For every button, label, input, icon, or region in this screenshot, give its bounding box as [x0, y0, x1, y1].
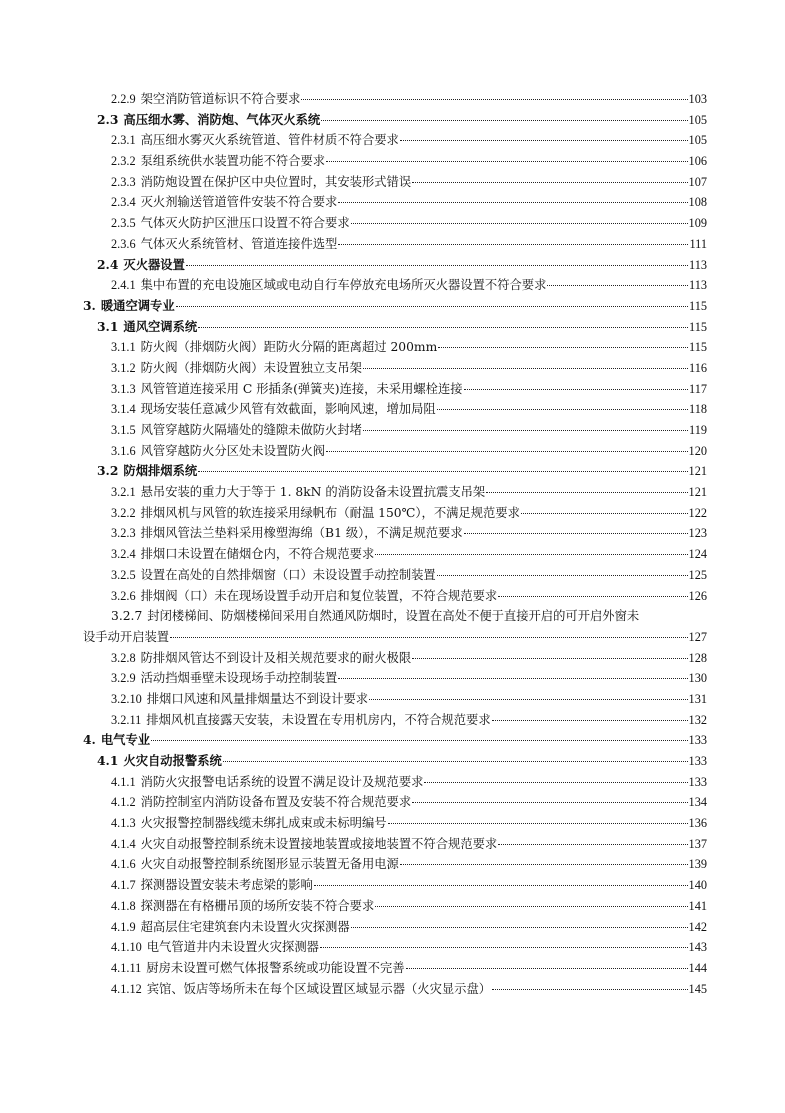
toc-entry[interactable] [83, 399, 707, 420]
toc-entry[interactable] [83, 689, 707, 710]
toc-entry-number: 3.2.4 [111, 547, 136, 562]
toc-entry-number: 3. [83, 297, 96, 313]
toc-entry-title: 宾馆、饭店等场所未在每个区域设置区域显示器（火灾显示盘） [146, 981, 492, 996]
toc-dot-leader [412, 182, 687, 183]
toc-dot-leader [320, 947, 688, 948]
toc-page-number: 113 [689, 257, 707, 272]
toc-page-number: 106 [688, 154, 707, 169]
toc-page-number: 136 [688, 816, 707, 831]
toc-dot-leader [186, 265, 688, 266]
toc-entry[interactable] [83, 130, 707, 151]
toc-entry-number: 2.3.1 [111, 133, 136, 148]
toc-entry-title: 电气管道井内未设置火灾探测器 [146, 940, 319, 955]
toc-entry-title: 悬吊安装的重力大于等于 1. 8kN 的消防设备未设置抗震支吊架 [140, 485, 486, 500]
toc-dot-leader [351, 927, 688, 928]
toc-page-number: 139 [688, 857, 707, 872]
toc-entry[interactable] [83, 648, 707, 669]
toc-dot-leader [369, 699, 687, 700]
toc-dot-leader [400, 864, 688, 865]
toc-entry-continuation[interactable] [83, 627, 707, 648]
toc-dot-leader [498, 596, 687, 597]
toc-entry-number: 4.1.1 [111, 774, 136, 789]
toc-dot-leader [363, 368, 688, 369]
toc-entry-title: 风管穿越防火分区处未设置防火阀 [140, 443, 326, 458]
toc-entry-title: 防烟排烟系统 [123, 463, 198, 479]
toc-page-number: 118 [689, 402, 707, 417]
toc-page-number: 130 [688, 671, 707, 686]
toc-entry-title: 防火阀（排烟防火阀）未设置独立支吊架 [140, 360, 362, 375]
toc-entry[interactable] [83, 668, 707, 689]
toc-dot-leader [437, 575, 688, 576]
toc-entry-title: 排烟风机直接露天安装，未设置在专用机房内，不符合规范要求 [146, 712, 491, 727]
toc-entry-number: 3.2.11 [111, 712, 142, 727]
toc-entry-number: 4.1.7 [111, 878, 136, 893]
toc-entry-title: 灭火器设置 [123, 256, 185, 272]
toc-dot-leader [223, 761, 688, 762]
toc-entry[interactable] [83, 151, 707, 172]
toc-entry[interactable] [83, 255, 707, 276]
toc-entry[interactable] [83, 172, 707, 193]
toc-entry-title: 集中布置的充电设施区域或电动自行车停放充电场所灭火器设置不符合要求 [140, 278, 547, 293]
toc-page-number: 143 [688, 940, 707, 955]
toc-dot-leader [438, 347, 688, 348]
toc-page-number: 103 [688, 92, 707, 106]
toc-entry-title: 火灾报警控制器线缆未绑扎成束或未标明编号 [140, 816, 387, 831]
toc-page-number: 121 [688, 464, 707, 479]
toc-entry-title: 排烟口未设置在储烟仓内，不符合规范要求 [140, 547, 375, 562]
toc-entry-title-continued: 设手动开启装置 [83, 629, 170, 644]
toc-dot-leader [498, 844, 687, 845]
toc-entry-title: 超高层住宅建筑套内未设置火灾探测器 [140, 919, 350, 934]
toc-entry-number: 3.1.4 [111, 402, 136, 417]
toc-page-number: 108 [688, 195, 707, 210]
toc-entry[interactable] [83, 503, 707, 524]
toc-page-number: 111 [689, 236, 707, 251]
toc-page-number: 120 [688, 443, 707, 458]
toc-entry-title: 探测器在有格栅吊顶的场所安装不符合要求 [140, 898, 375, 913]
toc-page-number: 134 [688, 795, 707, 810]
toc-entry-number: 2.3.5 [111, 216, 136, 231]
toc-entry[interactable] [83, 275, 707, 296]
toc-entry[interactable] [83, 192, 707, 213]
toc-entry-number: 2.4 [97, 256, 119, 272]
toc-entry[interactable] [83, 461, 707, 482]
toc-entry-number: 3.2.2 [111, 505, 136, 520]
toc-entry[interactable] [83, 420, 707, 441]
toc-entry-title: 排烟风机与风管的软连接采用绿帆布（耐温 150℃），不满足规范要求 [140, 505, 520, 520]
toc-entry-number: 3.1.2 [111, 360, 136, 375]
toc-entry-number: 2.4.1 [111, 278, 136, 293]
toc-entry[interactable] [83, 586, 707, 607]
toc-entry[interactable] [83, 544, 707, 565]
toc-dot-leader [375, 554, 687, 555]
toc-dot-leader [492, 720, 688, 721]
toc-entry-title: 气体灭火系统管材、管道连接件选型 [140, 236, 338, 251]
toc-dot-leader [375, 906, 687, 907]
toc-entry-number: 3.2.9 [111, 671, 136, 686]
toc-entry-title: 火灾自动报警系统 [123, 753, 222, 768]
toc-entry[interactable] [83, 792, 707, 813]
toc-entry-number: 2.3.6 [111, 236, 136, 251]
toc-entry-title: 火灾自动报警控制系统图形显示装置无备用电源 [140, 857, 399, 872]
toc-dot-leader [464, 389, 688, 390]
toc-entry-title: 封闭楼梯间、防烟楼梯间采用自然通风防烟时，设置在高处不便于直接开启的可开启外窗未 [147, 609, 640, 624]
toc-entry-title: 电气专业 [100, 732, 151, 748]
toc-page-number: 131 [688, 691, 707, 706]
toc-entry-number: 4.1.3 [111, 816, 136, 831]
toc-dot-leader [170, 637, 687, 638]
toc-page-number: 116 [689, 360, 707, 375]
toc-entry[interactable] [83, 958, 707, 979]
toc-dot-leader [486, 492, 687, 493]
toc-page-number: 107 [688, 174, 707, 189]
toc-entry-number: 3.1 [97, 318, 119, 334]
toc-page-number: 133 [688, 754, 707, 768]
toc-entry-title: 活动挡烟垂壁未设现场手动控制装置 [140, 671, 338, 686]
toc-dot-leader [492, 989, 687, 990]
toc-entry-number: 2.3.2 [111, 154, 136, 169]
toc-page-number: 115 [689, 319, 707, 334]
toc-entry[interactable] [83, 875, 707, 896]
toc-entry-title: 架空消防管道标识不符合要求 [140, 92, 301, 106]
toc-entry-number: 2.3 [97, 111, 119, 127]
toc-entry-title: 防火阀（排烟防火阀）距防火分隔的距离超过 200mm [140, 340, 438, 355]
toc-page-number: 140 [688, 878, 707, 893]
toc-dot-leader [400, 140, 688, 141]
toc-entry[interactable] [83, 710, 707, 731]
toc-entry-number: 3.2.10 [111, 691, 142, 706]
toc-entry-number: 3.2.3 [111, 526, 136, 541]
toc-page-number: 125 [688, 567, 707, 582]
toc-entry[interactable] [83, 834, 707, 855]
toc-dot-leader [406, 968, 688, 969]
toc-entry[interactable] [83, 751, 707, 772]
toc-entry-number: 4.1.6 [111, 857, 136, 872]
toc-entry-title: 排烟阀（口）未在现场设置手动开启和复位装置，不符合规范要求 [140, 588, 498, 603]
toc-page-number: 109 [688, 216, 707, 231]
table-of-contents [83, 89, 707, 999]
toc-entry-number: 4.1 [97, 753, 119, 768]
toc-dot-leader [314, 885, 688, 886]
toc-entry[interactable] [83, 337, 707, 358]
toc-entry-number: 3.2.5 [111, 567, 136, 582]
toc-entry-title: 防排烟风管达不到设计及相关规范要求的耐火极限 [140, 650, 412, 665]
toc-entry-number: 4.1.10 [111, 940, 142, 955]
toc-page-number: 126 [688, 588, 707, 603]
toc-dot-leader [412, 658, 687, 659]
toc-page-number: 115 [689, 340, 707, 355]
toc-entry[interactable] [83, 896, 707, 917]
toc-page-number: 122 [688, 505, 707, 520]
toc-entry-number: 4. [83, 732, 96, 748]
toc-entry[interactable] [83, 813, 707, 834]
toc-page-number: 115 [689, 298, 707, 313]
toc-entry-title: 暖通空调专业 [100, 297, 175, 313]
toc-dot-leader [388, 823, 688, 824]
toc-entry-number: 3.1.3 [111, 381, 136, 396]
toc-entry-number: 4.1.11 [111, 960, 142, 975]
toc-entry-title: 火灾自动报警控制系统未设置接地装置或接地装置不符合规范要求 [140, 836, 498, 851]
toc-entry-title: 厨房未设置可燃气体报警系统或功能设置不完善 [146, 960, 405, 975]
toc-entry[interactable] [83, 441, 707, 462]
toc-entry-title: 风管穿越防火隔墙处的缝隙未做防火封堵 [140, 423, 362, 437]
toc-entry-title: 风管管道连接采用 C 形插条(弹簧夹)连接，未采用螺栓连接 [140, 381, 463, 396]
toc-dot-leader [326, 451, 687, 452]
toc-page-number: 128 [688, 650, 707, 665]
toc-entry[interactable] [83, 937, 707, 958]
toc-page-number: 133 [688, 774, 707, 789]
toc-entry-number: 3.2.1 [111, 485, 136, 500]
toc-dot-leader [338, 244, 688, 245]
toc-entry[interactable] [83, 772, 707, 793]
toc-page-number: 121 [688, 485, 707, 500]
toc-entry-title: 消防火灾报警电话系统的设置不满足设计及规范要求 [140, 774, 424, 789]
toc-entry-title: 现场安装任意减少风管有效截面，影响风速，增加局阻 [140, 402, 436, 417]
toc-entry[interactable] [83, 213, 707, 234]
toc-dot-leader [437, 409, 688, 410]
toc-page-number: 137 [688, 836, 707, 851]
toc-dot-leader [351, 223, 688, 224]
toc-entry-title: 高压细水雾灭火系统管道、管件材质不符合要求 [140, 133, 399, 148]
toc-entry-title: 泵组系统供水装置功能不符合要求 [140, 154, 326, 169]
toc-entry-number: 3.2 [97, 463, 119, 479]
toc-entry-number: 2.3.4 [111, 195, 136, 210]
toc-dot-leader [198, 327, 688, 328]
toc-entry-title: 排烟口风速和风量排烟量达不到设计要求 [146, 691, 369, 706]
toc-dot-leader [338, 202, 687, 203]
toc-entry-title: 通风空调系统 [123, 318, 198, 334]
toc-dot-leader [464, 533, 688, 534]
toc-page-number: 113 [689, 278, 707, 293]
toc-dot-leader [321, 120, 687, 121]
toc-entry-number: 3.2.6 [111, 588, 136, 603]
toc-page-number: 145 [688, 981, 707, 996]
toc-entry[interactable] [83, 89, 707, 110]
toc-page-number: 123 [688, 526, 707, 541]
toc-entry-title: 气体灭火防护区泄压口设置不符合要求 [140, 216, 350, 231]
toc-entry-title: 探测器设置安装未考虑梁的影响 [140, 878, 313, 893]
toc-entry-title: 高压细水雾、消防炮、气体灭火系统 [123, 111, 321, 127]
toc-dot-leader [412, 802, 687, 803]
toc-entry[interactable] [83, 730, 707, 751]
toc-entry[interactable] [83, 358, 707, 379]
toc-entry-number: 4.1.4 [111, 836, 136, 851]
toc-entry[interactable] [83, 854, 707, 875]
toc-entry-number: 3.1.1 [111, 340, 136, 355]
toc-entry-title: 设置在高处的自然排烟窗（口）未设设置手动控制装置 [140, 567, 436, 582]
toc-page-number: 105 [688, 133, 707, 148]
toc-dot-leader [363, 430, 688, 431]
toc-page-number: 127 [688, 629, 707, 644]
toc-page-number: 124 [688, 547, 707, 562]
toc-entry-number: 3.2.7 [111, 609, 143, 624]
toc-entry[interactable] [83, 606, 707, 627]
toc-entry-title: 消防控制室内消防设备布置及安装不符合规范要求 [140, 795, 412, 810]
toc-entry-title: 排烟风管法兰垫料采用橡塑海绵（B1 级），不满足规范要求 [140, 526, 463, 541]
toc-entry[interactable] [83, 979, 707, 1000]
toc-entry[interactable] [83, 482, 707, 503]
toc-page-number: 142 [688, 919, 707, 934]
toc-entry-number: 3.1.5 [111, 423, 136, 437]
toc-entry-number: 3.1.6 [111, 443, 136, 458]
toc-entry[interactable] [83, 565, 707, 586]
toc-entry-number: 4.1.9 [111, 919, 136, 934]
toc-page-number: 144 [688, 960, 707, 975]
toc-entry-number: 2.3.3 [111, 174, 136, 189]
toc-entry[interactable] [83, 379, 707, 400]
toc-page-number: 133 [688, 733, 707, 748]
toc-page-number: 141 [688, 898, 707, 913]
toc-entry[interactable] [83, 523, 707, 544]
toc-entry-title: 消防炮设置在保护区中央位置时，其安装形式错误 [140, 174, 412, 189]
toc-entry-number: 3.2.8 [111, 650, 136, 665]
toc-dot-leader [326, 161, 687, 162]
toc-page-number: 119 [689, 423, 707, 437]
toc-entry-number: 2.2.9 [111, 92, 136, 106]
toc-dot-leader [198, 471, 687, 472]
toc-page-number: 117 [689, 381, 707, 396]
toc-entry-number: 4.1.2 [111, 795, 136, 810]
toc-entry-number: 4.1.8 [111, 898, 136, 913]
toc-entry-number: 4.1.12 [111, 981, 142, 996]
toc-dot-leader [338, 678, 687, 679]
toc-dot-leader [424, 782, 687, 783]
toc-page-number: 132 [688, 712, 707, 727]
toc-dot-leader [301, 99, 687, 100]
toc-entry[interactable] [83, 110, 707, 131]
toc-dot-leader [176, 306, 688, 307]
toc-entry[interactable] [83, 234, 707, 255]
toc-dot-leader [521, 513, 688, 514]
toc-page-number: 105 [688, 112, 707, 127]
toc-entry[interactable] [83, 917, 707, 938]
toc-entry[interactable] [83, 296, 707, 317]
toc-dot-leader [151, 740, 688, 741]
toc-entry[interactable] [83, 317, 707, 338]
toc-entry-title: 灭火剂输送管道管件安装不符合要求 [140, 195, 338, 210]
toc-dot-leader [547, 285, 688, 286]
